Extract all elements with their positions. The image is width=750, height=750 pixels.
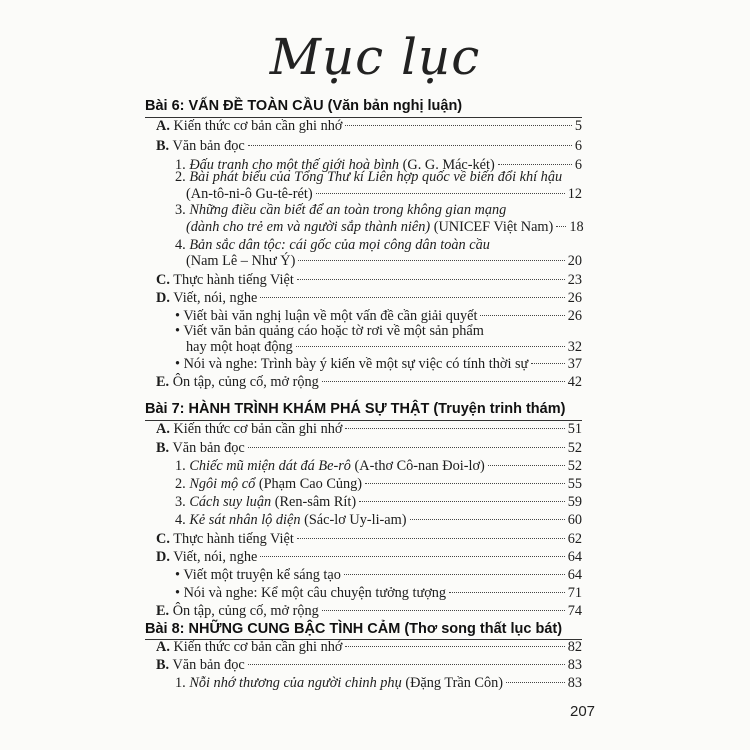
dot-leader — [260, 556, 564, 557]
dot-leader — [296, 346, 565, 347]
entry-title: Cách suy luận — [189, 494, 272, 510]
lesson-heading: Bài 8: NHỮNG CUNG BẬC TÌNH CẢM (Thơ song thất lục bát) — [145, 621, 563, 637]
page-ref: 42 — [567, 374, 582, 390]
toc-entry[interactable] — [156, 289, 582, 308]
entry-title-cont: (dành cho trẻ em và người sắp thành niên) — [186, 219, 431, 235]
dot-leader — [359, 501, 565, 502]
entry-number: 4. — [175, 237, 186, 253]
entry-title: Bản sắc dân tộc: cái gốc của mọi công dân toàn cầu — [189, 237, 490, 253]
entry-text: Viết một truyện kể sáng tạo — [183, 567, 341, 583]
entry-number: 4. — [175, 512, 186, 528]
entry-letter: E. — [156, 603, 170, 619]
bullet: • — [175, 567, 181, 583]
entry-title: Bài phát biểu của Tổng Thư kí Liên hợp quốc về biến đổi khí hậu — [189, 169, 563, 185]
toc-entry[interactable] — [156, 420, 582, 439]
entry-title: Chiếc mũ miện dát đá Be-rô — [189, 458, 351, 474]
entry-number: 2. — [175, 476, 186, 492]
page-ref: 51 — [567, 421, 582, 437]
page-ref: 83 — [567, 657, 582, 673]
dot-leader — [248, 664, 565, 665]
entry-number: 2. — [175, 169, 186, 185]
entry-number: 1. — [175, 458, 186, 474]
dot-leader — [297, 538, 565, 539]
page-title: Mục lục — [269, 28, 481, 86]
page-ref: 23 — [567, 272, 582, 288]
lesson-heading: Bài 6: VẤN ĐỀ TOÀN CẦU (Văn bản nghị luận) — [145, 98, 463, 114]
entry-number: 1. — [175, 157, 186, 173]
page-ref: 6 — [574, 157, 582, 173]
entry-number: 3. — [175, 494, 186, 510]
entry-title: Ngôi mộ cổ — [189, 476, 256, 492]
toc-entry[interactable] — [186, 218, 582, 237]
entry-letter: D. — [156, 549, 170, 565]
entry-text-cont: hay một hoạt động — [186, 339, 293, 355]
dot-leader — [531, 363, 564, 364]
entry-text: Ôn tập, củng cố, mở rộng — [172, 603, 319, 619]
page-ref: 62 — [567, 531, 582, 547]
page-ref: 52 — [567, 458, 582, 474]
page-ref: 26 — [567, 308, 582, 324]
entry-text: Nói và nghe: Kể một câu chuyện tưởng tượng — [183, 585, 447, 601]
toc-entry[interactable] — [175, 566, 582, 585]
toc-entry[interactable] — [175, 355, 582, 374]
entry-author: (Ren-sâm Rít) — [274, 494, 357, 510]
page-number: 207 — [570, 703, 596, 720]
dot-leader — [248, 447, 565, 448]
page-ref: 64 — [567, 549, 582, 565]
entry-author: (An-tô-ni-ô Gu-tê-rét) — [186, 186, 313, 202]
entry-letter: C. — [156, 272, 170, 288]
toc-entry[interactable] — [156, 439, 582, 458]
page-ref: 32 — [567, 339, 582, 355]
entry-text: Viết văn bản quảng cáo hoặc tờ rơi về một sản phẩm — [183, 323, 484, 339]
dot-leader — [322, 610, 565, 611]
entry-text: Văn bản đọc — [172, 440, 245, 456]
entry-text: Kiến thức cơ bản cần ghi nhớ — [173, 118, 343, 134]
page-ref: 59 — [567, 494, 582, 510]
entry-letter: A. — [156, 421, 170, 437]
dot-leader — [488, 465, 565, 466]
entry-number: 3. — [175, 202, 186, 218]
page-ref: 60 — [567, 512, 582, 528]
entry-title: Đấu tranh cho một thế giới hoà bình — [189, 157, 400, 173]
entry-author: (A-thơ Cô-nan Đoi-lơ) — [354, 458, 485, 474]
toc-entry[interactable] — [175, 584, 582, 603]
entry-text: Kiến thức cơ bản cần ghi nhớ — [173, 639, 343, 655]
dot-leader — [345, 646, 564, 647]
entry-text: Viết, nói, nghe — [173, 549, 258, 565]
toc-entry[interactable] — [156, 638, 582, 657]
toc-entry[interactable] — [186, 252, 582, 271]
toc-entry[interactable] — [175, 511, 582, 530]
page-ref: 74 — [567, 603, 582, 619]
toc-entry[interactable] — [175, 475, 582, 494]
entry-author: (Sác-lơ Uy-li-am) — [304, 512, 407, 528]
dot-leader — [322, 381, 565, 382]
entry-text: Nói và nghe: Trình bày ý kiến về một sự việc có tính thời sự — [183, 356, 529, 372]
entry-author: (UNICEF Việt Nam) — [433, 219, 554, 235]
entry-letter: C. — [156, 531, 170, 547]
dot-leader — [449, 592, 565, 593]
dot-leader — [316, 193, 565, 194]
page-ref: 55 — [567, 476, 582, 492]
bullet: • — [175, 585, 181, 601]
toc-entry[interactable] — [156, 602, 582, 621]
dot-leader — [297, 279, 565, 280]
dot-leader — [556, 226, 566, 227]
entry-text: Thực hành tiếng Việt — [173, 272, 294, 288]
entry-letter: B. — [156, 657, 170, 673]
entry-author: (G. G. Mác-két) — [402, 157, 495, 173]
page-ref: 12 — [567, 186, 582, 202]
toc-entry[interactable] — [156, 656, 582, 675]
toc-entry[interactable] — [175, 493, 582, 512]
entry-letter: A. — [156, 639, 170, 655]
entry-text: Ôn tập, củng cố, mở rộng — [172, 374, 319, 390]
entry-text: Viết, nói, nghe — [173, 290, 258, 306]
entry-author: (Đặng Trần Côn) — [405, 675, 504, 691]
dot-leader — [248, 145, 572, 146]
dot-leader — [345, 125, 571, 126]
dot-leader — [260, 297, 564, 298]
page-ref: 82 — [567, 639, 582, 655]
page-ref: 26 — [567, 290, 582, 306]
entry-author: (Nam Lê – Như Ý) — [186, 253, 296, 269]
dot-leader — [365, 483, 565, 484]
dot-leader — [506, 682, 565, 683]
entry-title: Nỗi nhớ thương của người chinh phụ — [189, 675, 402, 691]
entry-letter: D. — [156, 290, 170, 306]
toc-entry[interactable] — [156, 117, 582, 136]
toc-entry[interactable] — [156, 373, 582, 392]
dot-leader — [480, 315, 564, 316]
entry-text: Kiến thức cơ bản cần ghi nhớ — [173, 421, 343, 437]
lesson-heading: Bài 7: HÀNH TRÌNH KHÁM PHÁ SỰ THẬT (Truyện trinh thám) — [145, 401, 566, 417]
entry-text: Văn bản đọc — [172, 657, 245, 673]
toc-entry[interactable] — [175, 674, 582, 693]
page-ref: 64 — [567, 567, 582, 583]
bullet: • — [175, 356, 181, 372]
dot-leader — [345, 428, 564, 429]
toc-entry[interactable] — [156, 271, 582, 290]
dot-leader — [410, 519, 565, 520]
toc-entry[interactable] — [175, 457, 582, 476]
toc-entry[interactable] — [156, 137, 582, 156]
entry-text: Văn bản đọc — [172, 138, 245, 154]
entry-letter: E. — [156, 374, 170, 390]
dot-leader — [498, 164, 572, 165]
bullet: • — [175, 323, 181, 339]
page-ref: 83 — [567, 675, 582, 691]
entry-text: Thực hành tiếng Việt — [173, 531, 294, 547]
page-ref: 37 — [567, 356, 582, 372]
dot-leader — [298, 260, 564, 261]
entry-letter: A. — [156, 118, 170, 134]
entry-author: (Phạm Cao Củng) — [258, 476, 363, 492]
entry-letter: B. — [156, 138, 170, 154]
bullet: • — [175, 308, 181, 324]
toc-entry[interactable] — [156, 530, 582, 549]
page-ref: 20 — [567, 253, 582, 269]
entry-letter: B. — [156, 440, 170, 456]
page-ref: 6 — [574, 138, 582, 154]
page-ref: 18 — [569, 219, 584, 235]
entry-text: Viết bài văn nghị luận về một vấn đề cần giải quyết — [183, 308, 478, 324]
entry-title: Những điều cần biết để an toàn trong không gian mạng — [189, 202, 507, 218]
page-ref: 71 — [567, 585, 582, 601]
page-ref: 5 — [574, 118, 582, 134]
page-ref: 52 — [567, 440, 582, 456]
entry-title: Kẻ sát nhân lộ diện — [189, 512, 301, 528]
dot-leader — [344, 574, 565, 575]
entry-number: 1. — [175, 675, 186, 691]
toc-entry[interactable] — [156, 548, 582, 567]
